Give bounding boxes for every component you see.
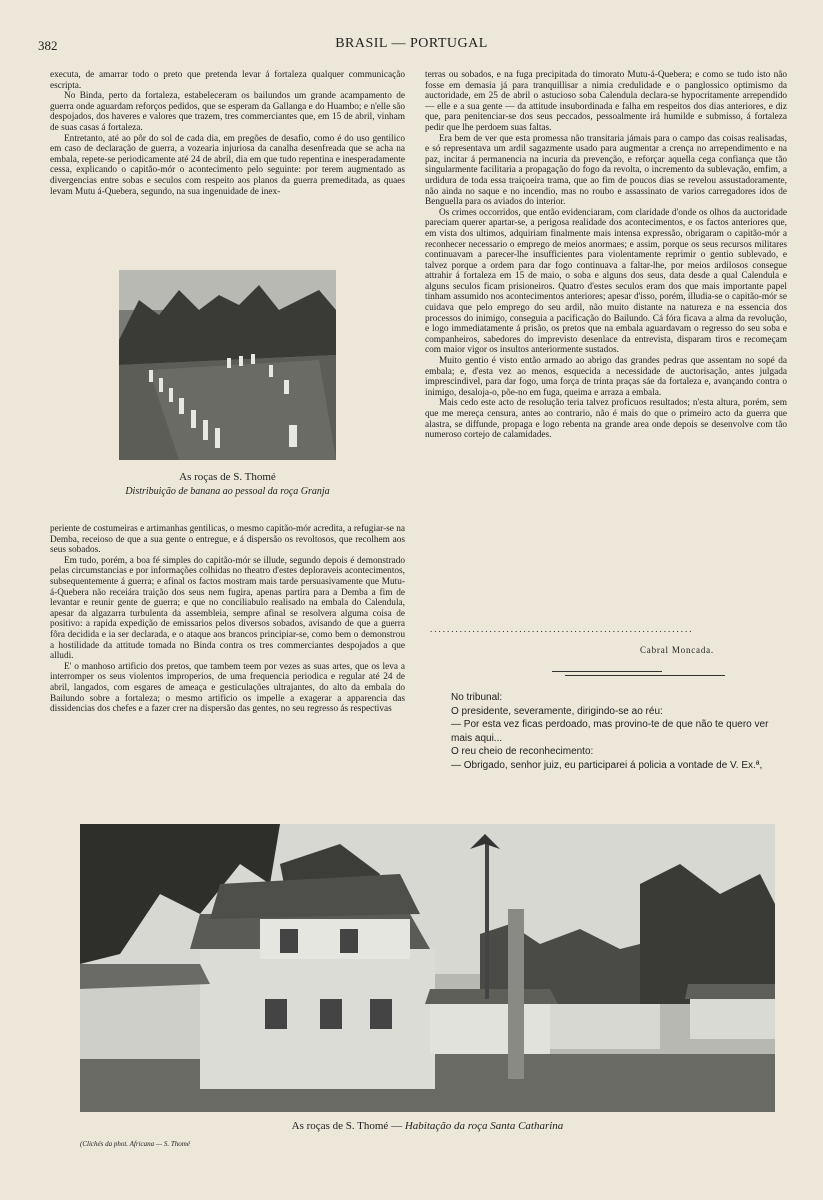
photo-banana-distribution: [119, 270, 336, 460]
running-title: BRASIL — PORTUGAL: [335, 36, 488, 51]
anecdote-line: No tribunal:: [451, 692, 503, 703]
paragraph: executa, de amarrar todo o preto que pretenda levar á fortaleza qualquer communicação escripta.: [50, 70, 405, 91]
photo1-caption: As roças de S. Thomé: [179, 471, 276, 483]
author-signature: Cabral Moncada.: [640, 645, 714, 655]
divider-rule: [552, 671, 662, 672]
paragraph: No Binda, perto da fortaleza, estabeleceram os bailundos um grande acampamento de guerra onde aguardam reforços pedidos, que se esperam da Gallanga e do Huambo; e n'elle são despojados, dos haveres e valores que trazem, tres commerciantes que, em 15 de abril, vinham de suas casas á fortaleza.: [50, 91, 405, 133]
paragraph: Entretanto, até ao pôr do sol de cada dia, em pregões de desafio, como é do uso gentilico em caso de declaração de guerra, a vozearia injuriosa da canalha desenfreada que se acha na embala, repete-se periodicamente até 24 de abril, dia em que tudo repentina e inesperadamente cessa, explicando o capitão-mór o acontecimento pelo seguinte: por terem augmentado as divergencias entre sobas e seculos com respeito aos planos da guerra premeditada, as quaes levam Mutu á-Quebera, segundo, na sua ingenuidade de inex-: [50, 133, 405, 197]
photo1-subcaption: Distribuição de banana ao pessoal da roça Granja: [125, 486, 330, 497]
photo-credit: (Clichés da phot. Africana — S. Thomé: [80, 1140, 190, 1148]
paragraph: E' o manhoso artificio dos pretos, que tambem teem por vezes as suas artes, que os leva a interromper os seus violentos improperios, de uma frequencia periodica e regular até 24 de abril, langados, com esgares de ameaça e gesticulações ultrajantes, do alto da embala do Bailundo sobre a fortaleza; o mesmo artificio os impelle a exagerar a apparencia das dissidencias dos chefes e a fazer crer na dispersão das gentes, no seu regresso ás respectivas: [50, 661, 405, 715]
paragraph: periente de costumeiras e artimanhas gentilicas, o mesmo capitão-mór acredita, a refugiar-se na Demba, receioso de que a sua gente o entregue, e á dispersão os revoltosos, que recolhem aos seus sobados.: [50, 524, 406, 556]
anecdote-line: — Por esta vez ficas perdoado, mas provino-te de que não te quero ver mais aqui...: [451, 719, 769, 744]
dotted-separator: ..............................................................: [430, 624, 694, 634]
anecdote-line: O presidente, severamente, dirigindo-se ao réu:: [451, 705, 663, 717]
paragraph: Em tudo, porém, a boa fé simples do capitão-mór se illude, segundo depois é demonstrado pelas circumstancias e por informações colhidas no theatro d'estes deploraveis acontecimentos, subsequentemente á guerra; e afinal os factos mostram mais tarde persuasivamente que Mutu-á-Quebera não receiára traição dos seus nem fugira, apenas partira para a Demba a fim de levantar e reunir gente de guerra; e que no conciliabulo realisado na embala do Calendula, apesar da algazarra turbulenta da assembleia, sempre afinal se resolvera alguma coisa de positivo: a rapida expedição de emissarios pelos diversos sobados, avisando de que a guerra fôra decidida e ia ser declarada, e o ataque aos brancos principiar-se, como bem o demonstrou a hostilidade da attitude tomada no Binda contra os tres commerciantes despojados a que alludi.: [50, 555, 405, 662]
anecdote-line: O reu cheio de reconhecimento:: [451, 746, 594, 757]
page-number: 382: [38, 38, 58, 53]
paragraph: Era bem de ver que esta promessa não transitaria jámais para o campo das coisas realisadas, e só representava um ardil sagazmente usado para augmentar a crença no arrependimento e na paz, incitar á permanencia na incuria da prevenção, e reforçar aquella cega confiança que tão singularmente facilitaria a propagação do fogo da revolta, o incremento da sublevação, emfim, a urdidura de toda essa traiçoeira trama, que ao fim de poucos dias se revelou assustadoramente, não ainda no saque e no incendio, mas no roubo e assassinato de varios carregadores idos de Benguella para os aviados do interior.: [425, 133, 787, 208]
paragraph: terras ou sobados, e na fuga precipitada do timorato Mutu-á-Quebera; e como se tudo isto não fosse em demasia já para tranquillisar a nimia credulidade e o panglossico optimismo da auctoridade, em 25 de abril o astucioso soba Calendula declara-se hypocritamente arrependido — elle e a sua gente — da attitude insubordinada e falha em respeitos dos dias anteriores, e diz que, para penitenciar-se dos seus peccados, pessoalmente irá humilde e submisso, á fortaleza pedir que lhe perdoem suas faltas.: [425, 70, 787, 133]
photo2-caption-main: As roças de S. Thomé —: [291, 1120, 405, 1132]
left-column-bottom: [50, 524, 405, 715]
paragraph: Muito gentio é visto então armado ao abrigo das grandes pedras que assentam no sopé da embala; e, d'esta vez ao menos, esquecida a necessidade de auctorisação, antes julgada imprescindivel, para dar fogo, uma força de trinta praças sáe da fortaleza e, avançando contra o inimigo, desaloja-o, põe-no em fuga, queima e arraza a embala.: [425, 356, 787, 398]
anecdote-line: — Obrigado, senhor juiz, eu participarei á policia a vontade de V. Ex.ª,: [451, 759, 763, 771]
paragraph: Os crimes occorridos, que então evidenciaram, com claridade d'onde os olhos da auctoridade pareciam querer apartar-se, a perigosa realidade dos acontecimentos, e os factos anteriores que, em vista dos ultimos, adquiriam finalmente mais intensa expressão, obrigaram o capitão-mór a reconhecer necessario o emprego de meios anormaes; e assim, porque os seus recursos militares continuavam a parecer-lhe insufficientes para violentamente reprimir o gentio sublevado, e talvez porque a ordem para dar fogo continuava a faltar-lhe, por meios ardilosos consegue attrahir á fortaleza em 15 de maio, o soba e alguns dos seus, data desde a qual Calendula e alguns seculos ficam prisioneiros. Quatro d'estes seculos eram dos que mais importante papel tinham assumido nos acontecimentos anteriores; apesar d'isso, porém, illudia-se o capitão-mór se cuidava que pelo emprego do seu ardil, não muito distante na natureza e na essencia dos processos do inimigo, conseguia a pacificação do Bailundo. Cá fóra ficava a alma da revolução, e logo immediatamente á prisão, os pretos que na embala aguardavam o regresso do seu soba e companheiros, sabedores do imprevisto desenlace da entrevista, disparam tiros e recomeçam com maior vigor os insultos anteriormente sustados.: [425, 207, 787, 356]
photo2-subcaption: Habitação da roça Santa Catharina: [404, 1120, 564, 1132]
paragraph: Mais cedo este acto de resolução teria talvez proficuos resultados; n'esta altura, porém, sem que me mereça censura, antes ao contrario, não é mais do que o primeiro acto da guerra que alastra, se diffunde, propaga e logo rebenta na grande area onde depois se desenvolve com tão numeroso cortejo de calamidades.: [425, 398, 787, 441]
divider-rule: [565, 675, 725, 676]
left-column-top: [50, 70, 405, 197]
photo2-caption: [80, 1120, 775, 1132]
right-column: [425, 70, 787, 441]
photo-santa-catharina-house: [80, 824, 775, 1112]
tribunal-anecdote: [436, 691, 792, 772]
